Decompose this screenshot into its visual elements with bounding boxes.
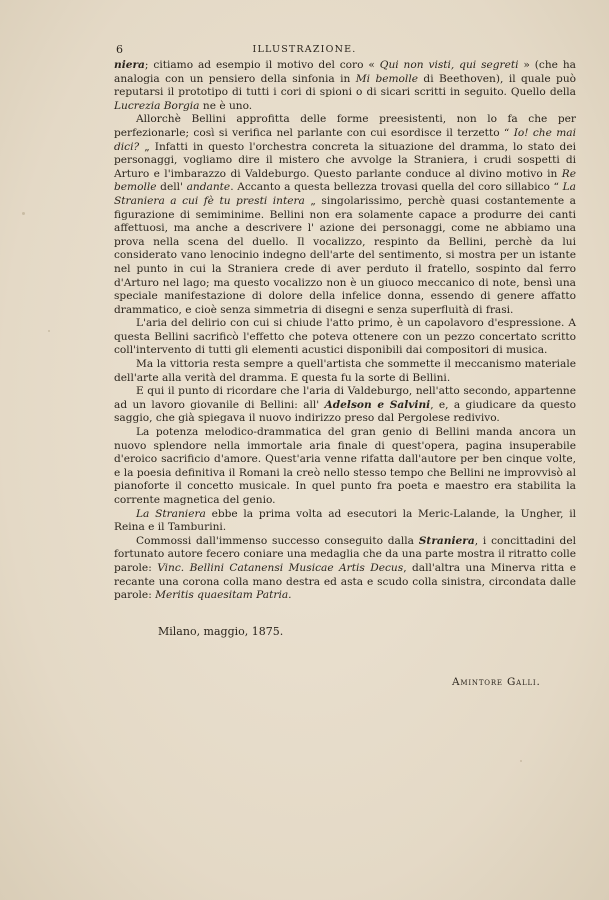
emphasized-text: Vinc. Bellini Catanensi Musicae Artis Decus	[157, 561, 404, 574]
paper-speck	[520, 760, 522, 762]
emphasized-text: Lucrezia Borgia	[114, 99, 200, 112]
paragraph	[114, 59, 576, 113]
emphasized-text: niera	[114, 59, 145, 71]
article-body	[114, 59, 576, 603]
text-run: ebbe la prima volta ad esecutori la Meric-Lalande, la Ungher, il Reina e il Tamburini.	[114, 507, 576, 534]
text-run: di Beethoven), il quale può reputarsi il prototipo di tutti i cori di spioni o di sicari scritti in seguito. Quello della	[114, 72, 577, 99]
paragraph	[114, 385, 576, 426]
running-title: ILLUSTRAZIONE.	[252, 44, 357, 55]
text-run: Commossi dall'immenso successo conseguito dalla	[136, 534, 419, 547]
paper-speck	[48, 330, 50, 332]
text-run: , dall'altra una Minerva ritta e recante una corona colla mano destra ed asta e scudo colla sinistra, circondata dalle parole:	[114, 561, 576, 602]
emphasized-text: La Straniera	[136, 507, 206, 520]
text-run: dell'	[156, 181, 187, 194]
emphasized-text: Qui non visti, qui segreti	[379, 59, 519, 71]
emphasized-text: Straniera	[418, 534, 475, 547]
page-header	[0, 43, 609, 57]
text-run: ; citiamo ad esempio il motivo del coro «	[144, 59, 380, 71]
text-run: Ma la vittoria resta sempre a quell'artista che sommette il meccanismo materiale dell'arte alla verità del dramma. E questa fu la sorte di Bellini.	[114, 358, 576, 384]
emphasized-text: Mi bemolle	[355, 72, 418, 85]
text-run: La potenza melodico-drammatica del gran genio di Bellini manda ancora un nuovo splendore nella immortale aria finale di quest'opera, pagina insuperabile d'eroico sacrificio d'amore. Quest'aria venne rifatta dall'autore per ben cinque volte, e la poesia definitiva il Romani la creò nello stesso tempo che Bellini ne improvvisò al pianoforte il concetto musicale. In quel punto fra poeta e maestro era stabilita la corrente magnetica del genio.	[114, 426, 576, 506]
text-run: . Accanto a questa bellezza trovasi quella del coro sillabico “	[230, 181, 563, 194]
emphasized-text: Re bemolle	[114, 167, 576, 194]
text-run: » (che ha analogia con un pensiero della sinfonia in	[114, 59, 576, 85]
emphasized-text: Adelson e Salvini	[324, 398, 431, 411]
page-number: 6	[116, 43, 123, 56]
text-run: Allorchè Bellini approfitta delle forme preesistenti, non lo fa che per perfezionarle; così si verifica nel parlante con cui esordisce il terzetto “	[114, 113, 576, 139]
place-date: Milano, maggio, 1875.	[158, 625, 284, 638]
paragraph	[114, 508, 576, 535]
text-run: L'aria del delirio con cui si chiude l'atto primo, è un capolavoro d'espressione. A questa Bellini sacrificò l'effetto che poteva ottenere con un pezzo concertato scritto coll'intervento di tutti gli elementi acustici disponibili dai compositori di musica.	[114, 317, 576, 357]
author-signature: Amintore Galli.	[452, 676, 541, 688]
paragraph	[114, 358, 576, 385]
paragraph	[114, 535, 576, 603]
text-run: ne è uno.	[199, 99, 253, 112]
emphasized-text: andante	[186, 181, 231, 194]
paragraph	[114, 426, 576, 508]
emphasized-text: La Straniera a cui fè tu presti intera	[114, 181, 576, 207]
emphasized-text: Meritis quaesitam Patria.	[155, 589, 292, 602]
text-run: „ Infatti in questo l'orchestra concreta la situazione del dramma, lo stato dei personaggi, vogliamo dire il mistero che avvolge la Straniera, i crudi sospetti di Arturo e l'imbarazzo di Valdeburgo. Questo parlante conduce al divino motivo in	[114, 140, 576, 180]
paragraph	[114, 317, 576, 358]
text-run: , e, a giudicare da questo saggio, che già spiegava il nuovo indirizzo preso dal Pergolese redivivo.	[114, 398, 577, 425]
emphasized-text: Io! che mai dici?	[114, 126, 576, 153]
paper-speck	[22, 212, 25, 215]
paragraph	[114, 113, 576, 317]
text-run: , i concittadini del fortunato autore fecero coniare una medaglia che da una parte mostra il ritratto colle parole:	[114, 534, 576, 574]
text-run: „ singolarissimo, perchè quasi costantemente a figurazione di semiminime. Bellini non era solamente capace a produrre dei canti affettuosi, ma anche a descrivere l' azione dei personaggi, come ne abbiamo una prova nella scena del duello. Il vocalizzo, respinto da Bellini, perchè da lui considerato vano lenocinio indegno dell'arte del sentimento, si mostra per un istante nel punto in cui la Straniera crede di aver perduto il fratello, sospinto dal ferro d'Arturo nel lago; ma questo vocalizzo non è un giuoco meccanico di note, bensì una speciale manifestazione di dolore della infelice donna, essendo di genere affatto drammatico, e cioè senza simmetria di disegni e senza superfluità di frasi.	[114, 194, 576, 316]
text-run: E qui il punto di ricordare che l'aria di Valdeburgo, nell'atto secondo, appartenne ad un lavoro giovanile di Bellini: all'	[114, 385, 576, 411]
